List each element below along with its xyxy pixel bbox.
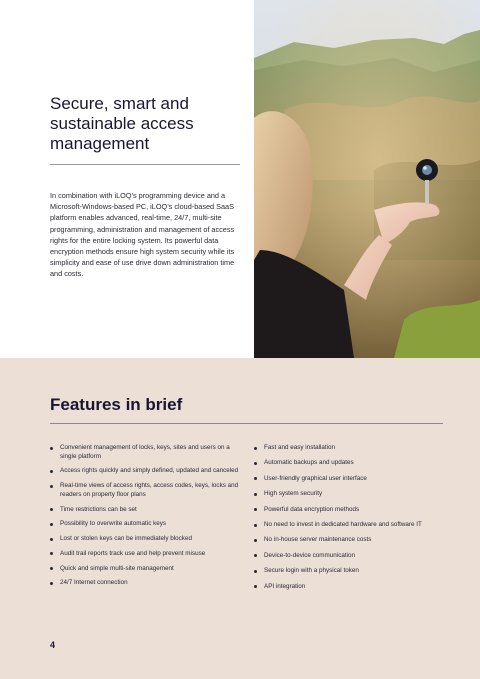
- page-number: 4: [50, 640, 56, 650]
- bullet-icon: [50, 523, 53, 526]
- intro-paragraph: In combination with iLOQ’s programming device and a Microsoft-Windows-based PC, iLOQ’s cloud-based SaaS platform enables advanced, real-time, 24/7, multi-site programming, administration and management of access rights for the entire locking system. Its powerful data encryption methods ensure high system security while its simplicity and ease of use drive down administration time and costs.: [50, 191, 235, 279]
- list-item: High system security: [254, 490, 450, 499]
- hero-photo: [254, 0, 480, 358]
- list-item: 24/7 Internet connection: [50, 579, 240, 588]
- features-list-right: [254, 444, 450, 598]
- features-section: [0, 358, 480, 679]
- list-item: Fast and easy installation: [254, 444, 450, 453]
- bullet-icon: [254, 570, 257, 573]
- features-divider: [50, 423, 443, 424]
- bullet-icon: [254, 508, 257, 511]
- bullet-icon: [254, 477, 257, 480]
- list-item: No in-house server maintenance costs: [254, 536, 450, 545]
- list-item: Quick and simple multi-site management: [50, 565, 240, 574]
- bullet-icon: [50, 485, 53, 488]
- bullet-icon: [50, 508, 53, 511]
- list-item: Time restrictions can be set: [50, 506, 240, 515]
- list-item: User-friendly graphical user interface: [254, 475, 450, 484]
- list-item: Access rights quickly and simply defined, updated and canceled: [50, 467, 240, 476]
- bullet-icon: [254, 585, 257, 588]
- bullet-icon: [50, 447, 53, 450]
- bullet-icon: [50, 567, 53, 570]
- hero-title: Secure, smart and sustainable access management: [50, 94, 194, 153]
- features-list-left: [50, 444, 240, 594]
- bullet-icon: [50, 582, 53, 585]
- bullet-icon: [254, 554, 257, 557]
- list-item: Device-to-device communication: [254, 552, 450, 561]
- bullet-icon: [50, 552, 53, 555]
- bullet-icon: [254, 539, 257, 542]
- bullet-icon: [254, 462, 257, 465]
- list-item: Powerful data encryption methods: [254, 506, 450, 515]
- list-item: Secure login with a physical token: [254, 567, 450, 576]
- list-item: Convenient management of locks, keys, sites and users on a single platform: [50, 444, 240, 461]
- bullet-icon: [50, 538, 53, 541]
- list-item: Automatic backups and updates: [254, 459, 450, 468]
- list-item: Possibility to overwrite automatic keys: [50, 520, 240, 529]
- bullet-icon: [254, 493, 257, 496]
- list-item: No need to invest in dedicated hardware and software IT: [254, 521, 450, 530]
- list-item: API integration: [254, 583, 450, 592]
- list-item: Lost or stolen keys can be immediately blocked: [50, 535, 240, 544]
- list-item: Real-time views of access rights, access codes, keys, locks and readers on property floor plans: [50, 482, 240, 499]
- hero-divider: [50, 164, 240, 165]
- features-title: Features in brief: [50, 395, 183, 414]
- bullet-icon: [254, 524, 257, 527]
- bullet-icon: [254, 447, 257, 450]
- bullet-icon: [50, 470, 53, 473]
- list-item: Audit trail reports track use and help prevent misuse: [50, 550, 240, 559]
